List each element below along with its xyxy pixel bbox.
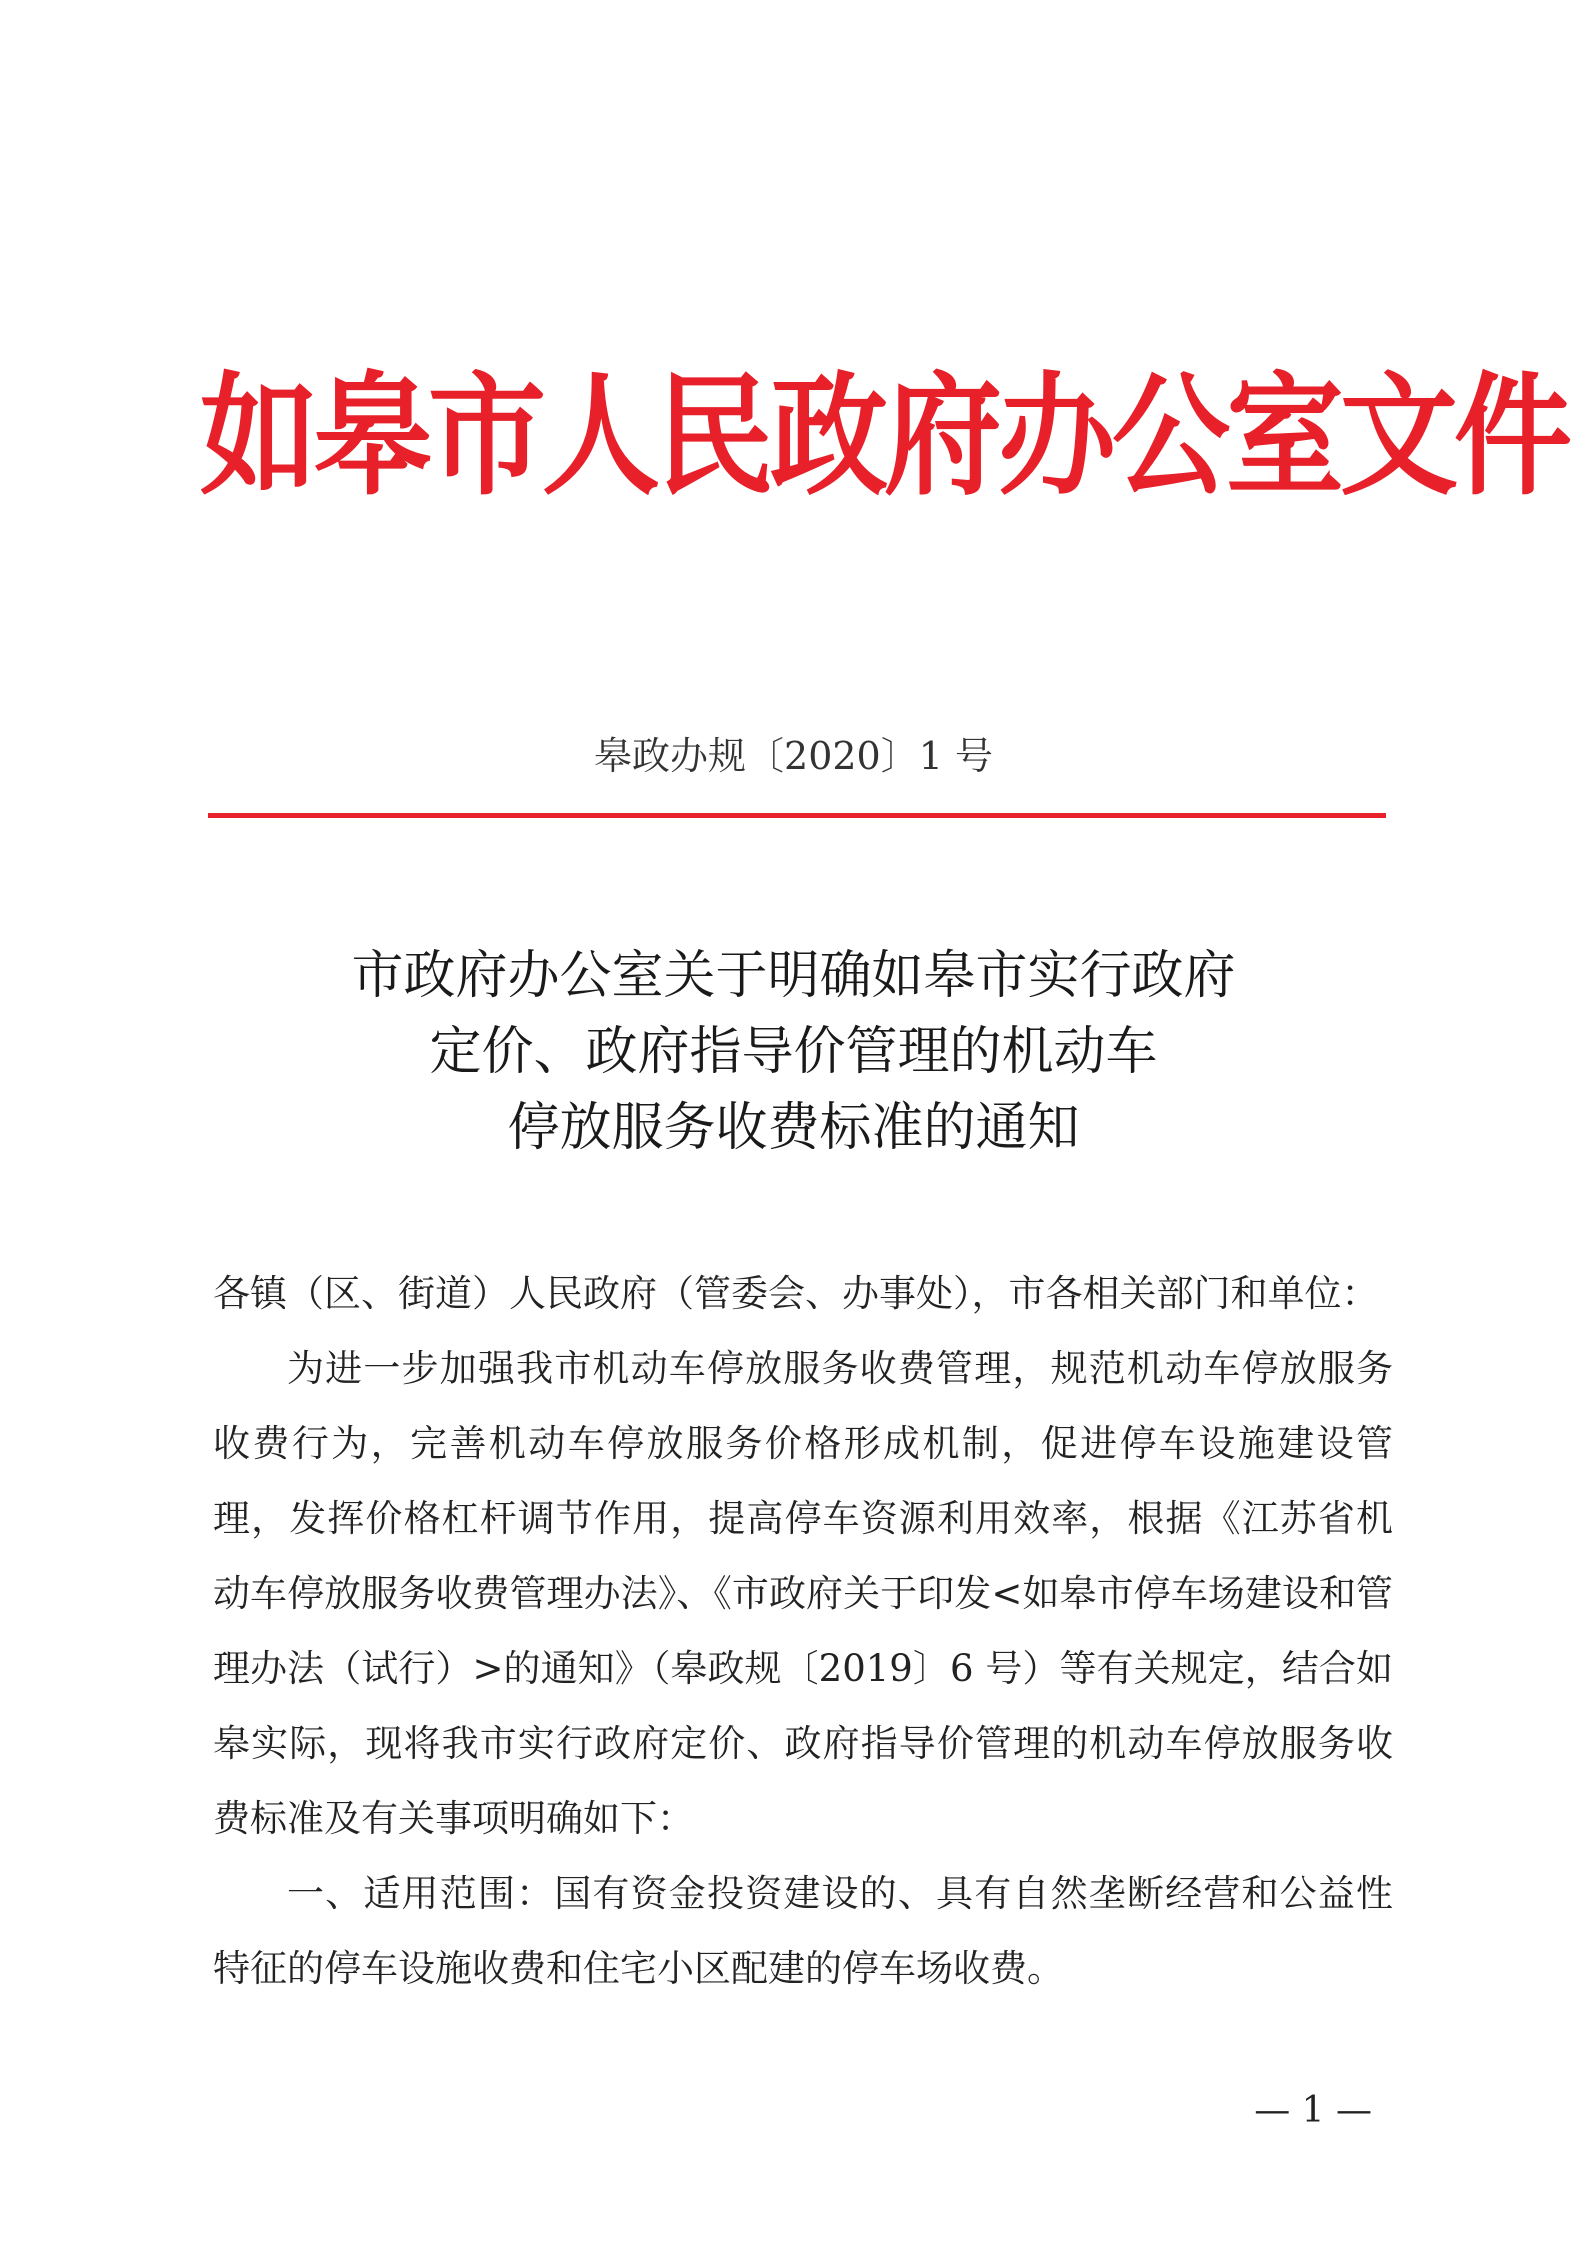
title-line: 停放服务收费标准的通知	[507, 1098, 1080, 1158]
salutation: 各镇（区、街道）人民政府（管委会、办事处），市各相关部门和单位：	[213, 1272, 1379, 1315]
body-paragraph: 为进一步加强我市机动车停放服务收费管理，规范机动车停放服务收费行为，完善机动车停放服务价格形成机制，促进停车设施建设管理，发挥价格杠杆调节作用，提高停车资源利用效率，根据《江苏省机动车停放服务收费管理办法》、《市政府关于印发<如皋市停车场建设和管理办法（试行）>的通知》（皋政规〔2019〕6 号）等有关规定，结合如皋实际，现将我市实行政府定价、政府指导价管理的机动车停放服务收费标准及有关事项明确如下：	[213, 1347, 1393, 1840]
issuing-authority-header: 如皋市人民政府办公室文件	[200, 358, 1569, 514]
document-number: 皋政办规〔2020〕1 号	[594, 734, 993, 778]
title-line: 定价、政府指导价管理的机动车	[429, 1022, 1158, 1082]
document-body	[213, 1256, 1393, 2006]
red-divider-line	[208, 813, 1386, 818]
title-line: 市政府办公室关于明确如皋市实行政府	[351, 946, 1236, 1006]
body-paragraph: 一、适用范围：国有资金投资建设的、具有自然垄断经营和公益性特征的停车设施收费和住宅小区配建的停车场收费。	[213, 1872, 1393, 1990]
page-number: — 1 —	[1254, 2090, 1372, 2131]
document-title	[200, 938, 1387, 1166]
